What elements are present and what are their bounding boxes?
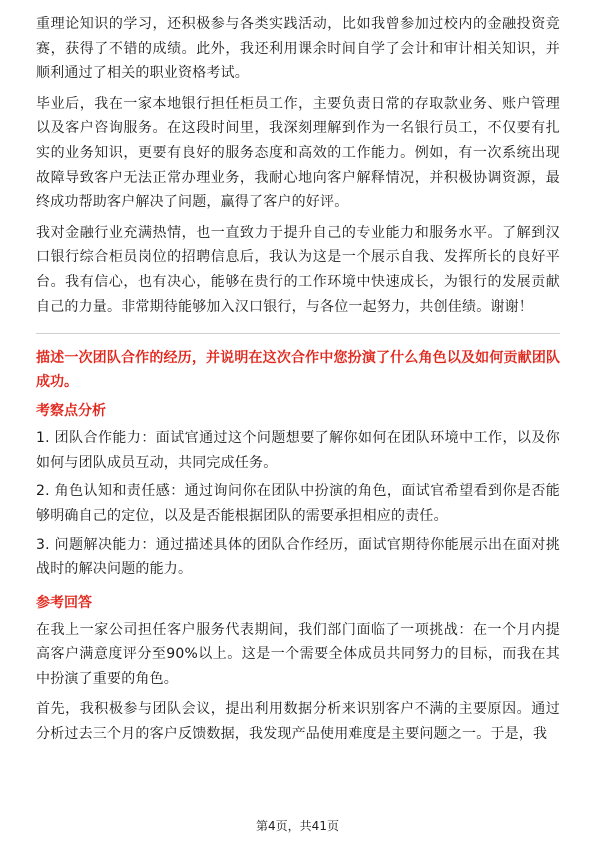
document-page <box>36 12 560 747</box>
section-divider <box>36 333 560 334</box>
page-number-footer: 第4页，共41页 <box>256 819 339 833</box>
answer-paragraph-2: 首先，我积极参与团队会议，提出利用数据分析来识别客户不满的主要原因。通过分析过去三个月的客户反馈数据，我发现产品使用难度是主要问题之一。于是，我 <box>36 701 560 743</box>
analysis-item-1: 1. 团队合作能力：面试官通过这个问题想要了解你如何在团队环境中工作，以及你如何与团队成员互动，共同完成任务。 <box>36 430 560 471</box>
answer-section <box>36 592 560 747</box>
analysis-heading: 考察点分析 <box>36 403 106 420</box>
intro-paragraph-3: 我对金融行业充满热情，也一直致力于提升自己的专业能力和服务水平。了解到汉口银行综合柜员岗位的招聘信息后，我认为这是一个展示自我、发挥所长的良好平台。我有信心，也有决心，能够在贵行的工作环境中快速成长，为银行的发展贡献自己的力量。非常期待能够加入汉口银行，与各位一起努力，共创佳绩。谢谢！ <box>36 224 560 315</box>
analysis-item-2: 2. 角色认知和责任感：通过询问你在团队中扮演的角色，面试官希望看到你是否能够明确自己的定位，以及是否能根据团队的需要承担相应的责任。 <box>36 483 560 524</box>
intro-section <box>36 12 560 319</box>
interview-question: 描述一次团队合作的经历，并说明在这次合作中您扮演了什么角色以及如何贡献团队成功。 <box>36 350 560 391</box>
intro-paragraph-2: 毕业后，我在一家本地银行担任柜员工作，主要负责日常的存取款业务、账户管理以及客户咨询服务。在这段时间里，我深刻理解到作为一名银行员工，不仅要有扎实的业务知识，更要有良好的服务态度和高效的工作能力。例如，有一次系统出现故障导致客户无法正常办理业务，我耐心地向客户解释情况，并积极协调资源，最终成功帮助客户解决了问题，赢得了客户的好评。 <box>36 95 560 211</box>
intro-paragraph-1: 重理论知识的学习，还积极参与各类实践活动，比如我曾参加过校内的金融投资竞赛，获得了不错的成绩。此外，我还利用课余时间自学了会计和审计相关知识，并顺利通过了相关的职业资格考试。 <box>36 16 560 82</box>
analysis-item-3: 3. 问题解决能力：通过描述具体的团队合作经历，面试官期待你能展示出在面对挑战时的解决问题的能力。 <box>36 536 560 578</box>
answer-paragraph-1: 在我上一家公司担任客户服务代表期间，我们部门面临了一项挑战：在一个月内提高客户满意度评分至90%以上。这是一个需要全体成员共同努力的目标，而我在其中扮演了重要的角色。 <box>36 621 560 687</box>
answer-heading: 参考回答 <box>36 594 92 611</box>
analysis-section <box>36 400 560 582</box>
